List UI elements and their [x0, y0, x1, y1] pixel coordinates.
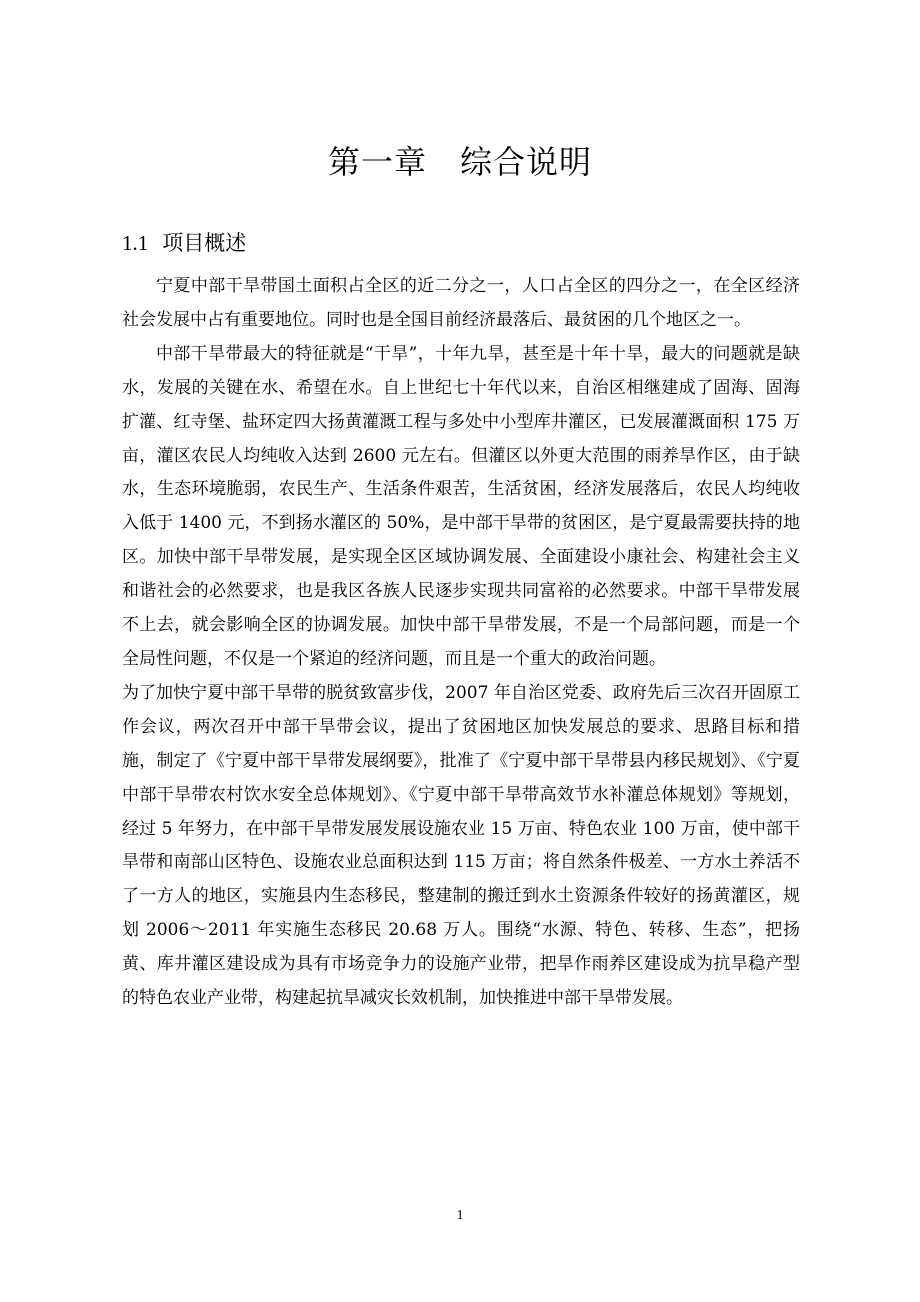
- paragraph-overview: 宁夏中部干旱带国土面积占全区的近二分之一，人口占全区的四分之一，在全区经济社会发展中占有重要地位。同时也是全国目前经济最落后、最贫困的几个地区之一。: [122, 276, 800, 330]
- paragraph-drought-features: 中部干旱带最大的特征就是“干旱”，十年九旱，甚至是十年十旱，最大的问题就是缺水，发展的关键在水、希望在水。自上世纪七十年代以来，自治区相继建成了固海、固海扩灌、红寺堡、盐环定四大扬黄灌溉工程与多处中小型库井灌区，已发展灌溉面积 175 万亩，灌区农民人均纯收入达到 2600 元左右。但灌区以外更大范围的雨养旱作区，由于缺水，生态环境脆弱，农民生产、生活条件艰苦，生活贫困，经济发展落后，农民人均纯收入低于 1400 元，不到扬水灌区的 50%，是中部干旱带的贫困区，是宁夏最需要扶持的地区。加快中部干旱带发展，是实现全区区域协调发展、全面建设小康社会、构建社会主义和谐社会的必然要求，也是我区各族人民逐步实现共同富裕的必然要求。中部干旱带发展不上去，就会影响全区的协调发展。加快中部干旱带发展，不是一个局部问题，而是一个全局性问题，不仅是一个紧迫的经济问题，而且是一个重大的政治问题。: [122, 343, 800, 669]
- chapter-title: 第一章 综合说明: [327, 143, 592, 181]
- body-text: [122, 270, 800, 1016]
- page-number: 1: [456, 1208, 464, 1223]
- paragraph-development-measures: 为了加快宁夏中部干旱带的脱贫致富步伐，2007 年自治区党委、政府先后三次召开固原工作会议，两次召开中部干旱带会议，提出了贫困地区加快发展总的要求、思路目标和措施，制定了《宁夏中部干旱带发展纲要》，批准了《宁夏中部干旱带县内移民规划》、《宁夏中部干旱带农村饮水安全总体规划》、《宁夏中部干旱带高效节水补灌总体规划》等规划，经过 5 年努力，在中部干旱带发展发展设施农业 15 万亩、特色农业 100 万亩，使中部干旱带和南部山区特色、设施农业总面积达到 115 万亩；将自然条件极差、一方水土养活不了一方人的地区，实施县内生态移民，整建制的搬迁到水土资源条件较好的扬黄灌区，规划 2006～2011 年实施生态移民 20.68 万人。围绕“水源、特色、转移、生态”，把扬黄、库井灌区建设成为具有市场竞争力的设施产业带，把旱作雨养区建设成为抗旱稳产型的特色农业产业带，构建起抗旱减灾长效机制，加快推进中部干旱带发展。: [122, 682, 800, 1009]
- section-heading: [122, 226, 246, 260]
- section-title: 项目概述: [162, 231, 247, 255]
- section-number: 1.1: [122, 231, 149, 255]
